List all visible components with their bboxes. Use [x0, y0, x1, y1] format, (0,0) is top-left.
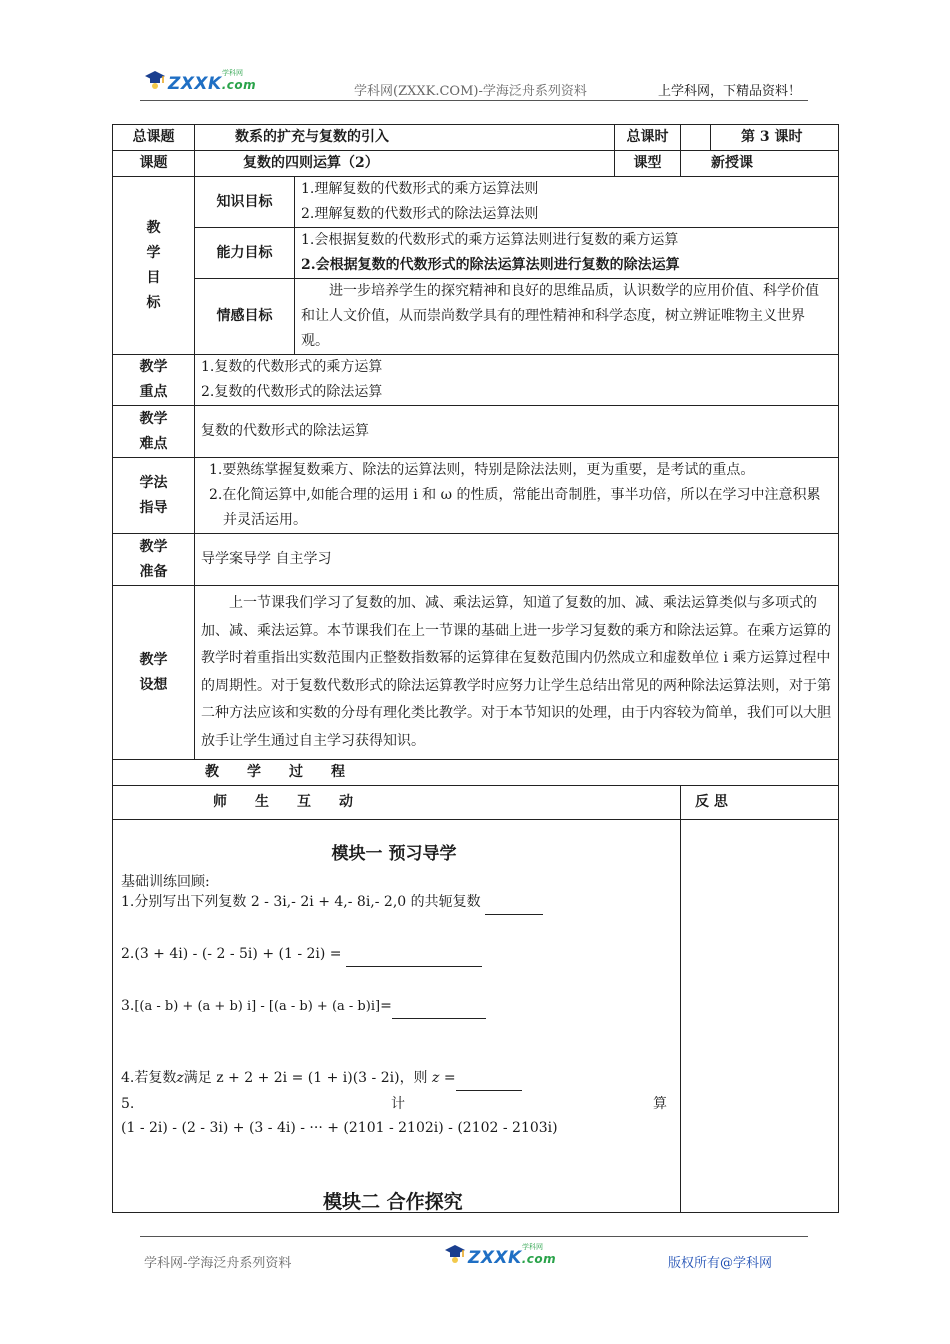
- q1-suffix: 的共轭复数: [410, 894, 481, 910]
- difficulty-label: [113, 406, 195, 458]
- q4-variable: z: [176, 1070, 184, 1086]
- reflection-title: 反 思: [681, 786, 839, 820]
- logo-tag: 学科网: [222, 69, 243, 77]
- interaction-content: [113, 820, 681, 1213]
- goals-label-char: 标: [146, 294, 161, 311]
- review-label: 基础训练回顾:: [121, 874, 210, 890]
- method-label-line: 指导: [139, 499, 168, 516]
- footer-right-text: 版权所有@学科网: [668, 1256, 773, 1271]
- footer-logo-tag: 学科网: [522, 1243, 543, 1251]
- topic-label: 课题: [113, 151, 195, 177]
- question-3: [121, 994, 486, 1019]
- lesson-number: 第 3 课时: [711, 125, 839, 151]
- q4-formula: z + 2 + 2i = (1 + i)(3 - 2i): [216, 1070, 400, 1086]
- module-two-title: 模块二 合作探究: [323, 1191, 463, 1213]
- ability-goals: [295, 228, 839, 279]
- question-4: [121, 1066, 522, 1091]
- logo-suffix: .com: [221, 78, 257, 92]
- focus-label-line: 重点: [139, 384, 168, 400]
- question-5: [121, 1116, 558, 1141]
- goals-label-char: 学: [146, 244, 161, 261]
- focus-items: [195, 355, 839, 406]
- method-label: [113, 458, 195, 534]
- difficulty-label-line: 难点: [139, 435, 168, 452]
- lesson-type-label: 课型: [615, 151, 681, 177]
- q5-formula: (1 - 2i) - (2 - 3i) + (3 - 4i) - ··· + (2101 - 2102i) - (2102 - 2103i): [121, 1120, 558, 1136]
- logo-text: ZXXK: [168, 74, 222, 94]
- q5-number: 5.: [121, 1096, 135, 1112]
- total-topic-value: 数系的扩充与复数的引入: [195, 125, 615, 151]
- focus-label: [113, 355, 195, 406]
- page-footer: [140, 1240, 810, 1274]
- question-2: [121, 942, 482, 967]
- graduation-cap-icon: [444, 1242, 466, 1264]
- total-hours-value: [681, 125, 711, 151]
- emotion-goal-text: 进一步培养学生的探究精神和良好的思维品质，认识数学的应用价值、科学价值和让人文价值，从而崇尚数学具有的理性精神和科学态度，树立辨证唯物主义世界观。: [295, 279, 839, 355]
- page-header: [140, 66, 810, 102]
- q2-answer-blank[interactable]: [346, 952, 482, 967]
- q4-answer-blank[interactable]: [456, 1076, 522, 1091]
- q3-prefix: 3.: [121, 998, 135, 1014]
- prep-label: [113, 534, 195, 586]
- ability-goal-item: 1.会根据复数的代数形式的乘方运算法则进行复数的乘方运算: [301, 232, 679, 248]
- reflection-content: [681, 820, 839, 1213]
- focus-item: 2.复数的代数形式的除法运算: [201, 384, 383, 400]
- interaction-title: 师 生 互 动: [113, 786, 681, 820]
- q5-calc-char-2: 算: [653, 1096, 667, 1112]
- design-text: 上一节课我们学习了复数的加、减、乘法运算，知道了复数的加、减、乘法运算类似与多项式的加、减、乘法运算。本节课我们在上一节课的基础上进一步学习复数的乘方和除法运算。在乘方运算的教学时着重指出实数范围内正整数指数幂的运算律在复数范围内仍然成立和虚数单位 i 乘方运算过程中的周期性。对于复数代数形式的除法运算教学时应努力让学生总结出常见的两种除法运算法则，对于第二种方法应该和实数的分母有理化类比教学。对于本节知识的处理，由于内容较为简单，我们可以大胆放手让学生通过自主学习获得知识。: [195, 586, 839, 760]
- design-label-line: 设想: [139, 676, 168, 693]
- topic-value: 复数的四则运算（2）: [195, 151, 615, 177]
- knowledge-goal-item: 2.理解复数的代数形式的除法运算法则: [301, 206, 539, 222]
- header-right-text: 上学科网，下精品资料！: [658, 84, 802, 99]
- footer-logo: [440, 1240, 570, 1274]
- lesson-plan-table: [112, 124, 839, 1213]
- q3-formula: [(a - b) + (a + b) i] - [(a - b) + (a - b)i]: [134, 999, 381, 1014]
- footer-divider: [140, 1236, 808, 1237]
- knowledge-goal-item: 1.理解复数的代数形式的乘方运算法则: [301, 181, 539, 197]
- q1-prefix: 1.分别写出下列复数: [121, 894, 247, 910]
- q4-result-variable: z =: [432, 1070, 456, 1086]
- difficulty-label-line: 教学: [139, 410, 168, 427]
- prep-text: 导学案导学 自主学习: [195, 534, 839, 586]
- footer-logo-text: ZXXK: [468, 1248, 522, 1268]
- q4-suffix: ，则: [399, 1070, 428, 1086]
- total-topic-label: 总课题: [113, 125, 195, 151]
- method-label-line: 学法: [139, 474, 168, 491]
- header-center-text: 学科网(ZXXK.COM)-学海泛舟系列资料: [354, 84, 587, 99]
- header-divider: [140, 100, 808, 101]
- method-item: 2.在化简运算中,如能合理的运用 i 和 ω 的性质，常能出奇制胜，事半功倍，所以在学习中注意积累并灵活运用。: [209, 487, 821, 528]
- lesson-type-value: 新授课: [681, 151, 839, 177]
- goals-label-char: 目: [146, 269, 161, 286]
- design-label: [113, 586, 195, 760]
- prep-label-line: 准备: [139, 563, 168, 580]
- process-title: 教 学 过 程: [113, 760, 839, 786]
- focus-item: 1.复数的代数形式的乘方运算: [201, 359, 383, 375]
- q3-suffix: =: [380, 998, 392, 1014]
- question-5-heading: [121, 1092, 667, 1117]
- q1-formula: 2 - 3i,- 2i + 4,- 8i,- 2,0: [250, 894, 407, 910]
- method-items: [195, 458, 839, 534]
- goals-label-char: 教: [146, 219, 161, 236]
- graduation-cap-icon: [144, 68, 166, 90]
- ability-goal-item: 2.会根据复数的代数形式的除法运算法则进行复数的除法运算: [301, 257, 680, 273]
- q4-prefix: 4.若复数: [121, 1070, 177, 1086]
- zxxk-logo: [140, 66, 270, 100]
- prep-label-line: 教学: [139, 538, 168, 555]
- q3-answer-blank[interactable]: [392, 1004, 486, 1019]
- q1-answer-blank[interactable]: [485, 900, 543, 915]
- goals-label: [113, 177, 195, 355]
- difficulty-text: 复数的代数形式的除法运算: [195, 406, 839, 458]
- q2-prefix: 2.: [121, 946, 135, 962]
- q2-formula: (3 + 4i) - (- 2 - 5i) + (1 - 2i) =: [134, 946, 342, 962]
- footer-logo-suffix: .com: [521, 1252, 557, 1266]
- method-item: 1.要熟练掌握复数乘方、除法的运算法则，特别是除法法则，更为重要，是考试的重点。: [209, 462, 755, 478]
- ability-goal-label: 能力目标: [195, 228, 295, 279]
- total-hours-label: 总课时: [615, 125, 681, 151]
- module-one-title: 模块一 预习导学: [331, 844, 457, 864]
- design-label-line: 教学: [139, 651, 168, 668]
- q4-mid: 满足: [183, 1070, 212, 1086]
- footer-left-text: 学科网-学海泛舟系列资料: [144, 1256, 292, 1271]
- q5-calc-char-1: 计: [391, 1096, 405, 1112]
- emotion-goal-label: 情感目标: [195, 279, 295, 355]
- knowledge-goal-label: 知识目标: [195, 177, 295, 228]
- question-1: [121, 890, 543, 915]
- focus-label-line: 教学: [139, 359, 168, 375]
- knowledge-goals: [295, 177, 839, 228]
